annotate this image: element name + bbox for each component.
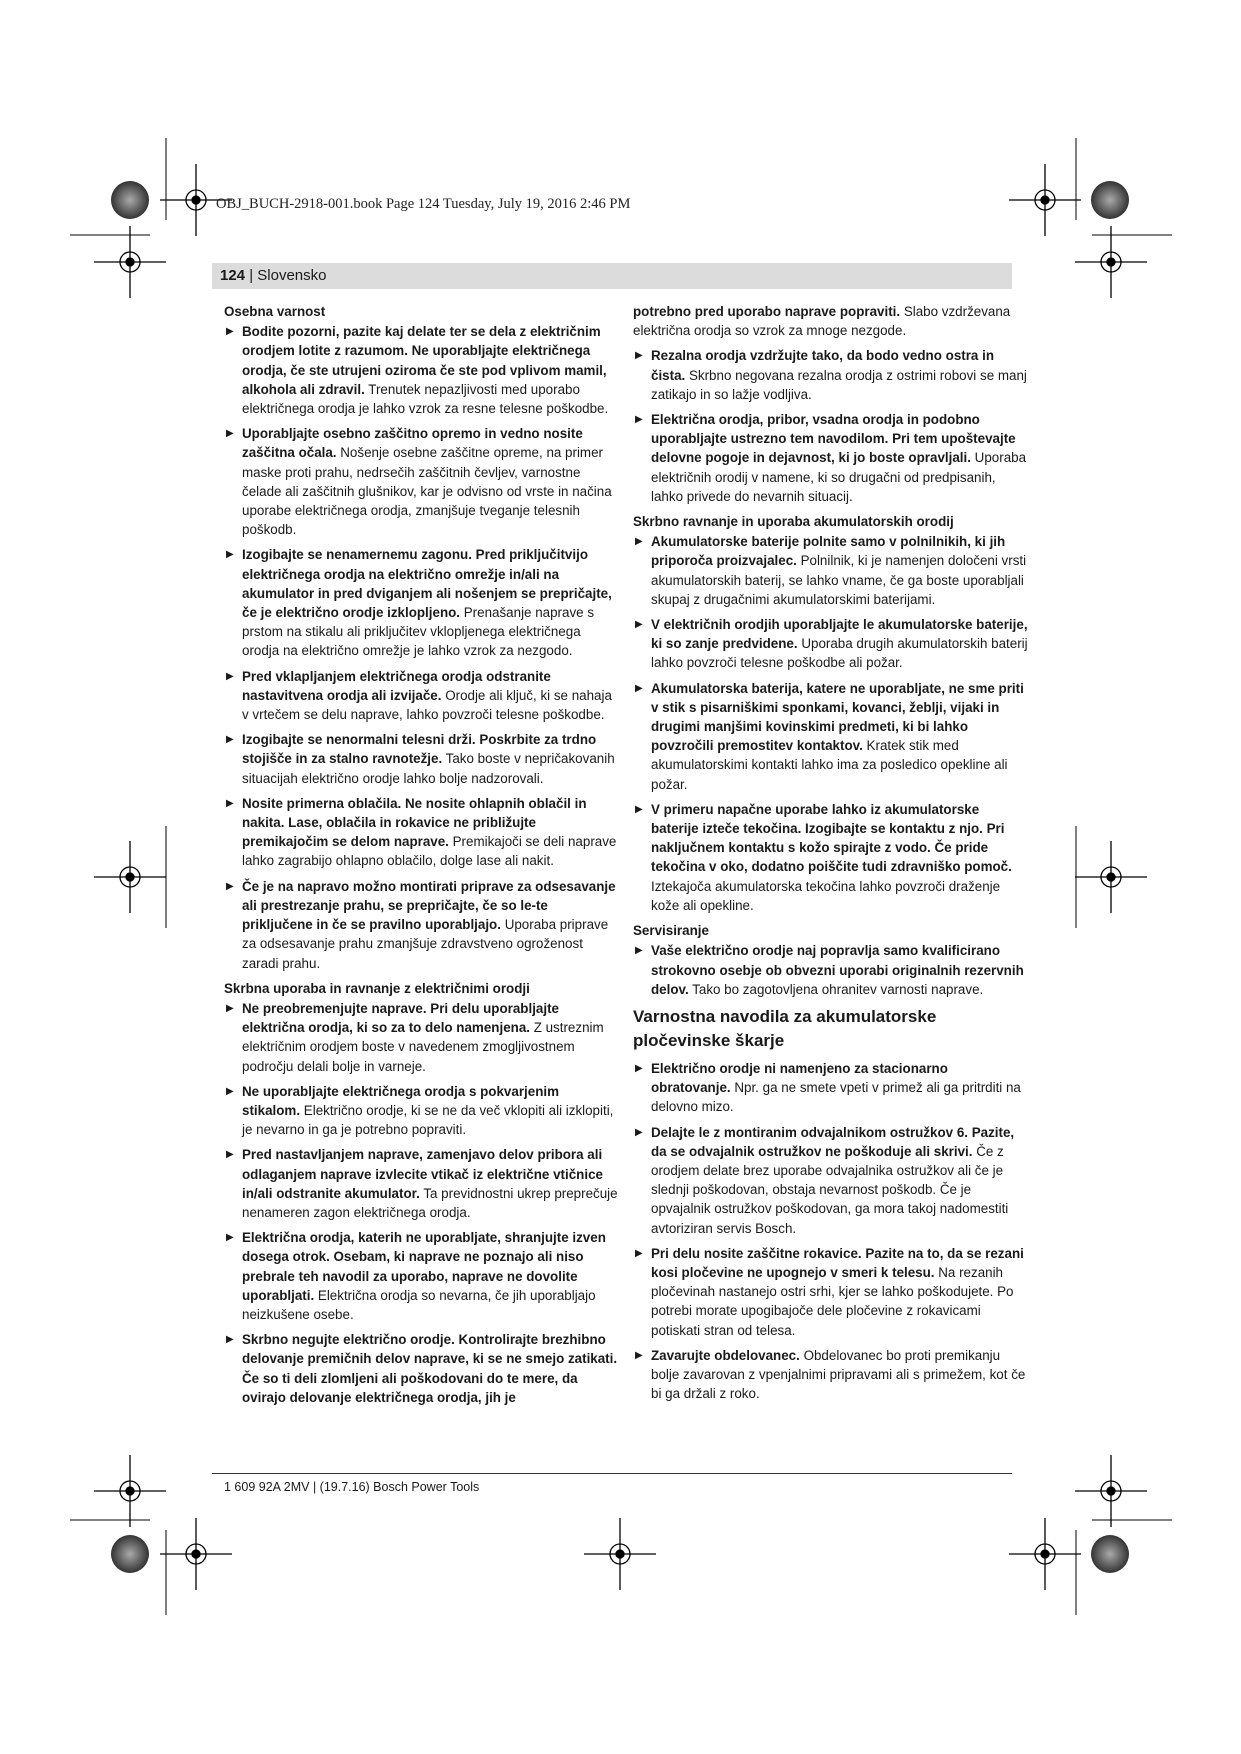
instruction-bold: Ne preobremenjujte naprave. Pri delu uporabljajte električna orodja, ki so za to delo namenjena. (242, 1000, 559, 1036)
bullet-arrow-icon: ▶ (635, 1349, 643, 1361)
safety-instruction-item (224, 424, 619, 539)
bullet-arrow-icon: ▶ (635, 414, 643, 426)
instruction-bold: Nosite primerna oblačila. Ne nosite ohlapnih oblačil in nakita. Lase, oblačila in rokavice ne približujte premikajočim se delom naprave. (242, 795, 587, 850)
instruction-bold: V primeru napačne uporabe lahko iz akumulatorske baterije izteče tekočina. Izogibajte se kontaktu z njo. Pri naključnem kontaktu s kožo spirajte z vodo. Če pride tekočina v oko, dodatno poiščite tudi zdravniško pomoč. (651, 801, 1012, 875)
instruction-bold: Električna orodja, katerih ne uporabljate, shranjujte izven dosega otrok. Osebam, ki naprave ne poznajo ali niso prebrale teh navodil za uporabo, naprave ne dovolite uporabljati. (242, 1230, 606, 1303)
safety-instruction-item (224, 1228, 619, 1324)
instruction-text: Prenašanje naprave s prstom na stikalu ali priključitev vklopljenega električnega orodja na električno omrežje je lahko vzrok za nezgodo. (242, 605, 595, 659)
instruction-text: Kratek stik med akumulatorskimi kontakti lahko ima za posledico opekline ali požar. (651, 738, 1008, 792)
instruction-text: Premikajoči se deli naprave lahko zagrabijo ohlapno oblačilo, dolge lase ali nakit. (242, 834, 617, 869)
safety-instruction-item (633, 679, 1028, 794)
instruction-bold: Akumulatorska baterija, katere ne uporabljate, ne sme priti v stik s pisarniškimi sponkami, kovanci, žeblji, vijaki in drugimi manjšimi kovinskimi predmeti, ki bi lahko povzročili premostitev kontaktov. (651, 680, 1024, 754)
bullet-arrow-icon: ▶ (226, 880, 234, 892)
instruction-text: Polnilnik, ki je namenjen določeni vrsti akumulatorskih baterij, se lahko vname, če ga boste uporabljali skupaj z drugačnimi akumulatorskimi baterijami. (651, 553, 1027, 607)
instruction-bold: Skrbno negujte električno orodje. Kontrolirajte brezhibno delovanje premičnih delov naprave, ki se ne smejo zatikati. Če so ti deli zlomljeni ali poškodovani do te mere, da ovirajo delovanje električnega orodja, jih je (242, 1332, 618, 1405)
safety-instruction-item (633, 1244, 1028, 1340)
registration-wheel-icon (1091, 181, 1129, 219)
instruction-text: Tako boste v nepričakovanih situacijah električno orodje lahko bolje nadzorovali. (242, 751, 615, 786)
safety-instruction-item (633, 615, 1028, 673)
bullet-arrow-icon: ▶ (226, 670, 234, 682)
page-header (220, 267, 326, 284)
instruction-bold: Delajte le z montiranim odvajalnikom ostružkov 6. Pazite, da se odvajalnik ostružkov ne poškoduje ali skrivi. (651, 1124, 1015, 1159)
instruction-bold: Izogibajte se nenamernemu zagonu. Pred priključitvijo električnega orodja na električno omrežje in/ali na akumulator in pred dviganjem ali nošenjem se prepričajte, če je električno orodje izklopljeno. (242, 547, 612, 621)
section-heading-tool-use: Skrbna uporaba in ravnanje z električnimi orodji (224, 980, 530, 996)
section-heading-personal-safety: Osebna varnost (224, 304, 326, 319)
continuation-bold: potrebno pred uporabo naprave popraviti. (633, 304, 901, 319)
crosshair-icon (1009, 164, 1081, 236)
instruction-text: Iztekajoča akumulatorska tekočina lahko povzroči draženje kože ali opekline. (651, 878, 1001, 913)
left-column (224, 302, 619, 1413)
crosshair-icon (94, 1455, 166, 1527)
bullet-arrow-icon: ▶ (635, 536, 643, 548)
safety-instruction-item (224, 322, 619, 418)
instruction-text: Obdelovanec bo proti premikanju bolje zavarovan z vpenjalnimi pripravami ali s primežem, kot če bi ga držali z roko. (651, 1347, 1026, 1402)
print-slug: OBJ_BUCH-2918-001.book Page 124 Tuesday, July 19, 2016 2:46 PM (216, 196, 631, 212)
instruction-text: Električno orodje, ki se ne da več vklopiti ali izklopiti, je nevarno in ga je potrebno popraviti. (242, 1102, 614, 1138)
bullet-arrow-icon: ▶ (226, 1149, 234, 1161)
instruction-text: Nošenje osebne zaščitne opreme, na primer maske proti prahu, nedrsečih zaščitnih čevljev, varnostne čelade ali zaščitnih glušnikov, kar je odvisno od vrste in načina uporabe električnega orodja, zmanjšuje tveganje telesnih poškodb. (242, 445, 612, 538)
page-header-bar (212, 263, 1012, 289)
instruction-text: Trenutek nepazljivosti med uporabo električnega orodja je lahko vzrok za resne telesne poškodbe. (242, 381, 609, 417)
instruction-bold: Električna orodja, pribor, vsadna orodja in podobno uporabljajte ustrezno tem navodilom. Pri tem upoštevajte delovne pogoje in dejavnost, ki jo boste opravljali. (651, 412, 1016, 466)
instruction-text: Na rezanih pločevinah nastanejo ostri srhi, kjer se lahko poškodujete. Po potrebi morate upogibajoče dele pločevine z rokavicami potiskati stran od telesa. (651, 1264, 1014, 1338)
instruction-bold: Električno orodje ni namenjeno za stacionarno obratovanje. (651, 1060, 948, 1096)
tool-use-list (224, 999, 619, 1407)
instruction-text: Električna orodja so nevarna, če jih uporabljajo neizkušene osebe. (242, 1287, 596, 1322)
bullet-arrow-icon: ▶ (226, 797, 234, 809)
instruction-bold: Zavarujte obdelovanec. (651, 1347, 800, 1363)
bullet-arrow-icon: ▶ (635, 1247, 643, 1259)
safety-instruction-item (224, 730, 619, 788)
safety-instruction-item (633, 1346, 1028, 1404)
instruction-bold: Pred vklapljanjem električnega orodja odstranite nastavitvena orodja ali izvijače. (242, 668, 551, 703)
crosshair-icon (1075, 841, 1147, 913)
instruction-bold: Pri delu nosite zaščitne rokavice. Pazite na to, da se rezani kosi pločevine ne upognejo v smeri k telesu. (651, 1245, 1024, 1280)
personal-safety-list (224, 322, 619, 973)
service-list (633, 941, 1028, 999)
crosshair-icon (1075, 226, 1147, 298)
instruction-text: Uporaba priprave za odsesavanje prahu zmanjšuje zdravstveno ogroženost zaradi prahu. (242, 917, 609, 971)
instruction-bold: Akumulatorske baterije polnite samo v polnilnikih, ki jih priporoča proizvajalec. (651, 534, 1006, 569)
bullet-arrow-icon: ▶ (226, 1002, 234, 1014)
safety-instruction-item (224, 667, 619, 725)
header-separator: | (245, 267, 258, 284)
section-heading-battery: Skrbno ravnanje in uporaba akumulatorskih orodij (633, 514, 954, 530)
instruction-bold: Rezalna orodja vzdržujte tako, da bodo vedno ostra in čista. (651, 348, 994, 383)
safety-instruction-item (224, 545, 619, 660)
instruction-text: Orodje ali ključ, ki se nahaja v vrtečem se delu naprave, lahko povzroči telesne poškodbe. (242, 687, 612, 723)
bullet-arrow-icon: ▶ (635, 682, 643, 694)
instruction-text: Npr. ga ne smete vpeti v primež ali ga pritrditi na delovno mizo. (651, 1080, 1021, 1115)
instruction-text: Če z orodjem delate brez uporabe odvajalnika ostružkov ali če je slednji poškodovan, obstaja nevarnost poškodb. Če je opvajalnik ostružkov poškodovan, ga mora takoj nadomestiti avtoriziran servis Bosch. (651, 1143, 1009, 1236)
right-column (633, 302, 1028, 1409)
bullet-arrow-icon: ▶ (226, 1232, 234, 1244)
instruction-bold: Bodite pozorni, pazite kaj delate ter se dela z električnim orodjem lotite z razumom. Ne uporabljajte električnega orodja, če ste utrujeni oziroma če ste pod vplivom mamil, alkohola ali zdravil. (242, 324, 607, 397)
instruction-bold: Če je na napravo možno montirati priprave za odsesavanje ali prestrezanje prahu, se prepričajte, če so le-te priključene in če se pravilno uporabljajo. (242, 878, 616, 933)
crosshair-icon (94, 226, 166, 298)
crosshair-icon (160, 1518, 232, 1590)
instruction-bold: Ne uporabljajte električnega orodja s pokvarjenim stikalom. (242, 1083, 560, 1118)
page-number: 124 (220, 267, 246, 284)
safety-instruction-item (224, 1082, 619, 1140)
bullet-arrow-icon: ▶ (226, 734, 234, 746)
instruction-text: Uporaba drugih akumulatorskih baterij lahko povzroči telesne poškodbe ali požar. (651, 636, 1028, 671)
instruction-bold: Pred nastavljanjem naprave, zamenjavo delov pribora ali odlaganjem naprave izvlecite vtikač iz električne vtičnice in/ali odstranite akumulator. (242, 1147, 603, 1201)
bullet-arrow-icon: ▶ (635, 1062, 643, 1074)
bullet-arrow-icon: ▶ (226, 428, 234, 440)
registration-wheel-icon (111, 1535, 149, 1573)
bullet-arrow-icon: ▶ (635, 350, 643, 362)
registration-wheel-icon (1091, 1535, 1129, 1573)
section-heading-service: Servisiranje (633, 923, 709, 939)
instruction-bold: Vaše električno orodje naj popravlja samo kvalificirano strokovno osebje ob obvezni uporabi originalnih rezervnih delov. (651, 943, 1024, 997)
bullet-arrow-icon: ▶ (226, 549, 234, 561)
safety-instruction-item (633, 410, 1028, 506)
crosshair-icon (1075, 1455, 1147, 1527)
shears-list (633, 1059, 1028, 1403)
crosshair-icon (94, 841, 166, 913)
instruction-bold: Uporabljajte osebno zaščitno opremo in vedno nosite zaščitna očala. (242, 426, 583, 461)
safety-instruction-item (224, 877, 619, 973)
page-footer: 1 609 92A 2MV | (19.7.16) Bosch Power Tools (224, 1480, 480, 1494)
instruction-text: Skrbno negovana rezalna orodja z ostrimi robovi se manj zatikajo in so lažje vodljiva. (651, 367, 1027, 402)
continuation-paragraph (633, 302, 1028, 340)
crosshair-icon (584, 1518, 656, 1590)
instruction-text: Uporaba električnih orodij v namene, ki so drugačni od predpisanih, lahko privede do nevarnih situacij. (651, 450, 1027, 504)
bullet-arrow-icon: ▶ (635, 1126, 643, 1138)
bullet-arrow-icon: ▶ (635, 803, 643, 815)
bullet-arrow-icon: ▶ (226, 326, 234, 338)
section-heading-shears: Varnostna navodila za akumulatorske pločevinske škarje (633, 1006, 937, 1050)
instruction-text: Z ustreznim električnim orodjem boste v navedenem zmogljivostnem področju delali bolje in varneje. (242, 1020, 604, 1074)
continuation-text: Slabo vzdrževana električna orodja so vzrok za mnoge nezgode. (633, 304, 1011, 339)
safety-instruction-item (633, 1123, 1028, 1238)
footer-rule (212, 1473, 1012, 1474)
safety-instruction-item (224, 1330, 619, 1407)
bullet-arrow-icon: ▶ (226, 1334, 234, 1346)
safety-instruction-item (633, 346, 1028, 404)
registration-wheel-icon (111, 181, 149, 219)
bullet-arrow-icon: ▶ (226, 1085, 234, 1097)
bullet-arrow-icon: ▶ (635, 619, 643, 631)
safety-instruction-item (633, 1059, 1028, 1117)
safety-instruction-item (633, 800, 1028, 915)
safety-instruction-item (224, 794, 619, 871)
battery-list (633, 532, 1028, 915)
safety-instruction-item (633, 532, 1028, 609)
crosshair-icon (1009, 1518, 1081, 1590)
header-language: Slovensko (257, 267, 327, 284)
safety-instruction-item (224, 1145, 619, 1222)
safety-instruction-item (633, 941, 1028, 999)
safety-instruction-item (224, 999, 619, 1076)
instruction-bold: V električnih orodjih uporabljajte le akumulatorske baterije, ki so zanje predvidene. (651, 617, 1028, 652)
instruction-bold: Izogibajte se nenormalni telesni drži. Poskrbite za trdno stojišče in za stalno ravnotežje. (242, 732, 597, 767)
instruction-text: Tako bo zagotovljena ohranitev varnosti naprave. (688, 981, 984, 997)
tool-use-cont-list (633, 346, 1028, 506)
instruction-text: Ta previdnostni ukrep preprečuje nenameren zagon električnega orodja. (242, 1185, 618, 1220)
bullet-arrow-icon: ▶ (635, 945, 643, 957)
